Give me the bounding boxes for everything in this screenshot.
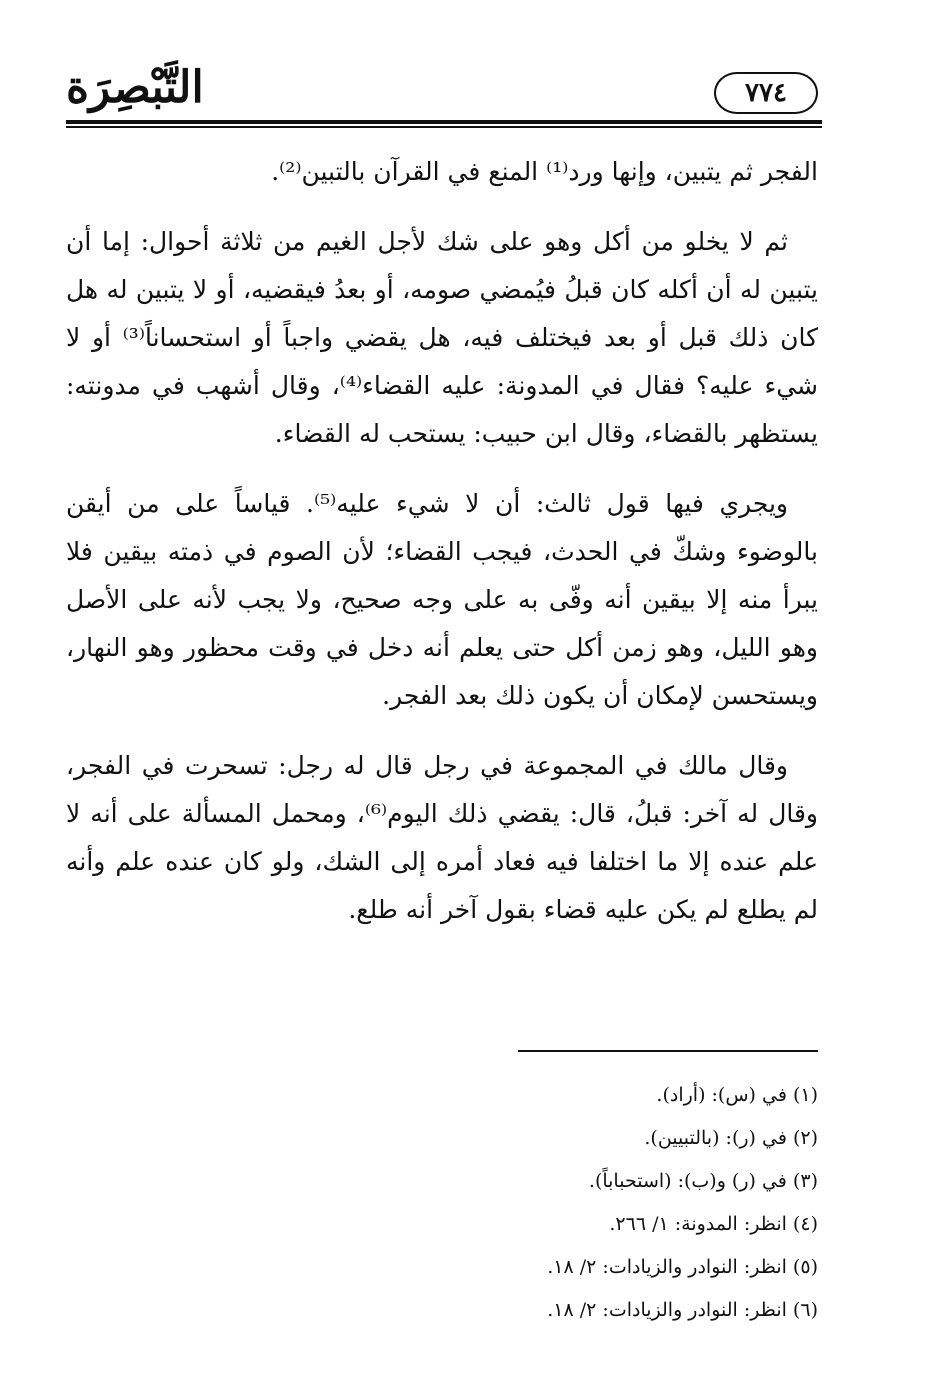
- page-number: ٧٧٤: [745, 78, 787, 108]
- paragraph-2: ثم لا يخلو من أكل وهو على شك لأجل الغيم من ثلاثة أحوال: إما أن يتبين له أن أكله كان قبلُ فيُمضي صومه، أو بعدُ فيقضيه، أو لا يتبين له هل كان ذلك قبل أو بعد فيختلف فيه، هل يقضي واجباً أو استحساناً⁽³⁾ أو لا شيء عليه؟ فقال في المدونة: عليه القضاء⁽⁴⁾، وقال أشهب في مدونته: يستظهر بالقضاء، وقال ابن حبيب: يستحب له القضاء.: [66, 227, 818, 448]
- main-text: [66, 148, 818, 956]
- header-rule-thick: [66, 120, 822, 124]
- page-header: [66, 58, 822, 128]
- page-number-badge: [714, 72, 818, 114]
- book-title: التَّبْصِرَة: [66, 62, 204, 113]
- footnote-separator: [518, 1050, 818, 1052]
- paragraph-1: الفجر ثم يتبين، وإنها ورد⁽¹⁾ المنع في القرآن بالتبين⁽²⁾.: [271, 157, 818, 186]
- footnote-6: (٦) انظر: النوادر والزيادات: ٢/ ١٨.: [547, 1299, 818, 1321]
- footnote-4: (٤) انظر: المدونة: ١/ ٢٦٦.: [609, 1213, 818, 1235]
- footnotes: [66, 1074, 818, 1332]
- footnote-3: (٣) في (ر) و(ب): (استحباباً).: [588, 1170, 818, 1192]
- paragraph-4: وقال مالك في المجموعة في رجل قال له رجل: تسحرت في الفجر، وقال له آخر: قبلُ، قال: يقضي ذلك اليوم⁽⁶⁾، ومحمل المسألة على أنه لا علم عنده إلا ما اختلفا فيه فعاد أمره إلى الشك، ولو كان عنده علم وأنه لم يطلع لم يكن عليه قضاء بقول آخر أنه طلع.: [66, 751, 819, 924]
- footnote-1: (١) في (س): (أراد).: [656, 1084, 818, 1106]
- header-rule-thin: [66, 126, 822, 128]
- footnote-2: (٢) في (ر): (بالتبيين).: [644, 1127, 818, 1149]
- paragraph-3: ويجري فيها قول ثالث: أن لا شيء عليه⁽⁵⁾. قياساً على من أيقن بالوضوء وشكّ في الحدث، فيجب القضاء؛ لأن الصوم في ذمته بيقين فلا يبرأ منه إلا بيقين أنه وفّى به على وجه صحيح، ولا يجب لأنه على الأصل وهو الليل، وهو زمن أكل حتى يعلم أنه دخل في وقت محظور وهو النهار، ويستحسن لإمكان أن يكون ذلك بعد الفجر.: [66, 489, 818, 710]
- footnote-5: (٥) انظر: النوادر والزيادات: ٢/ ١٨.: [547, 1256, 818, 1278]
